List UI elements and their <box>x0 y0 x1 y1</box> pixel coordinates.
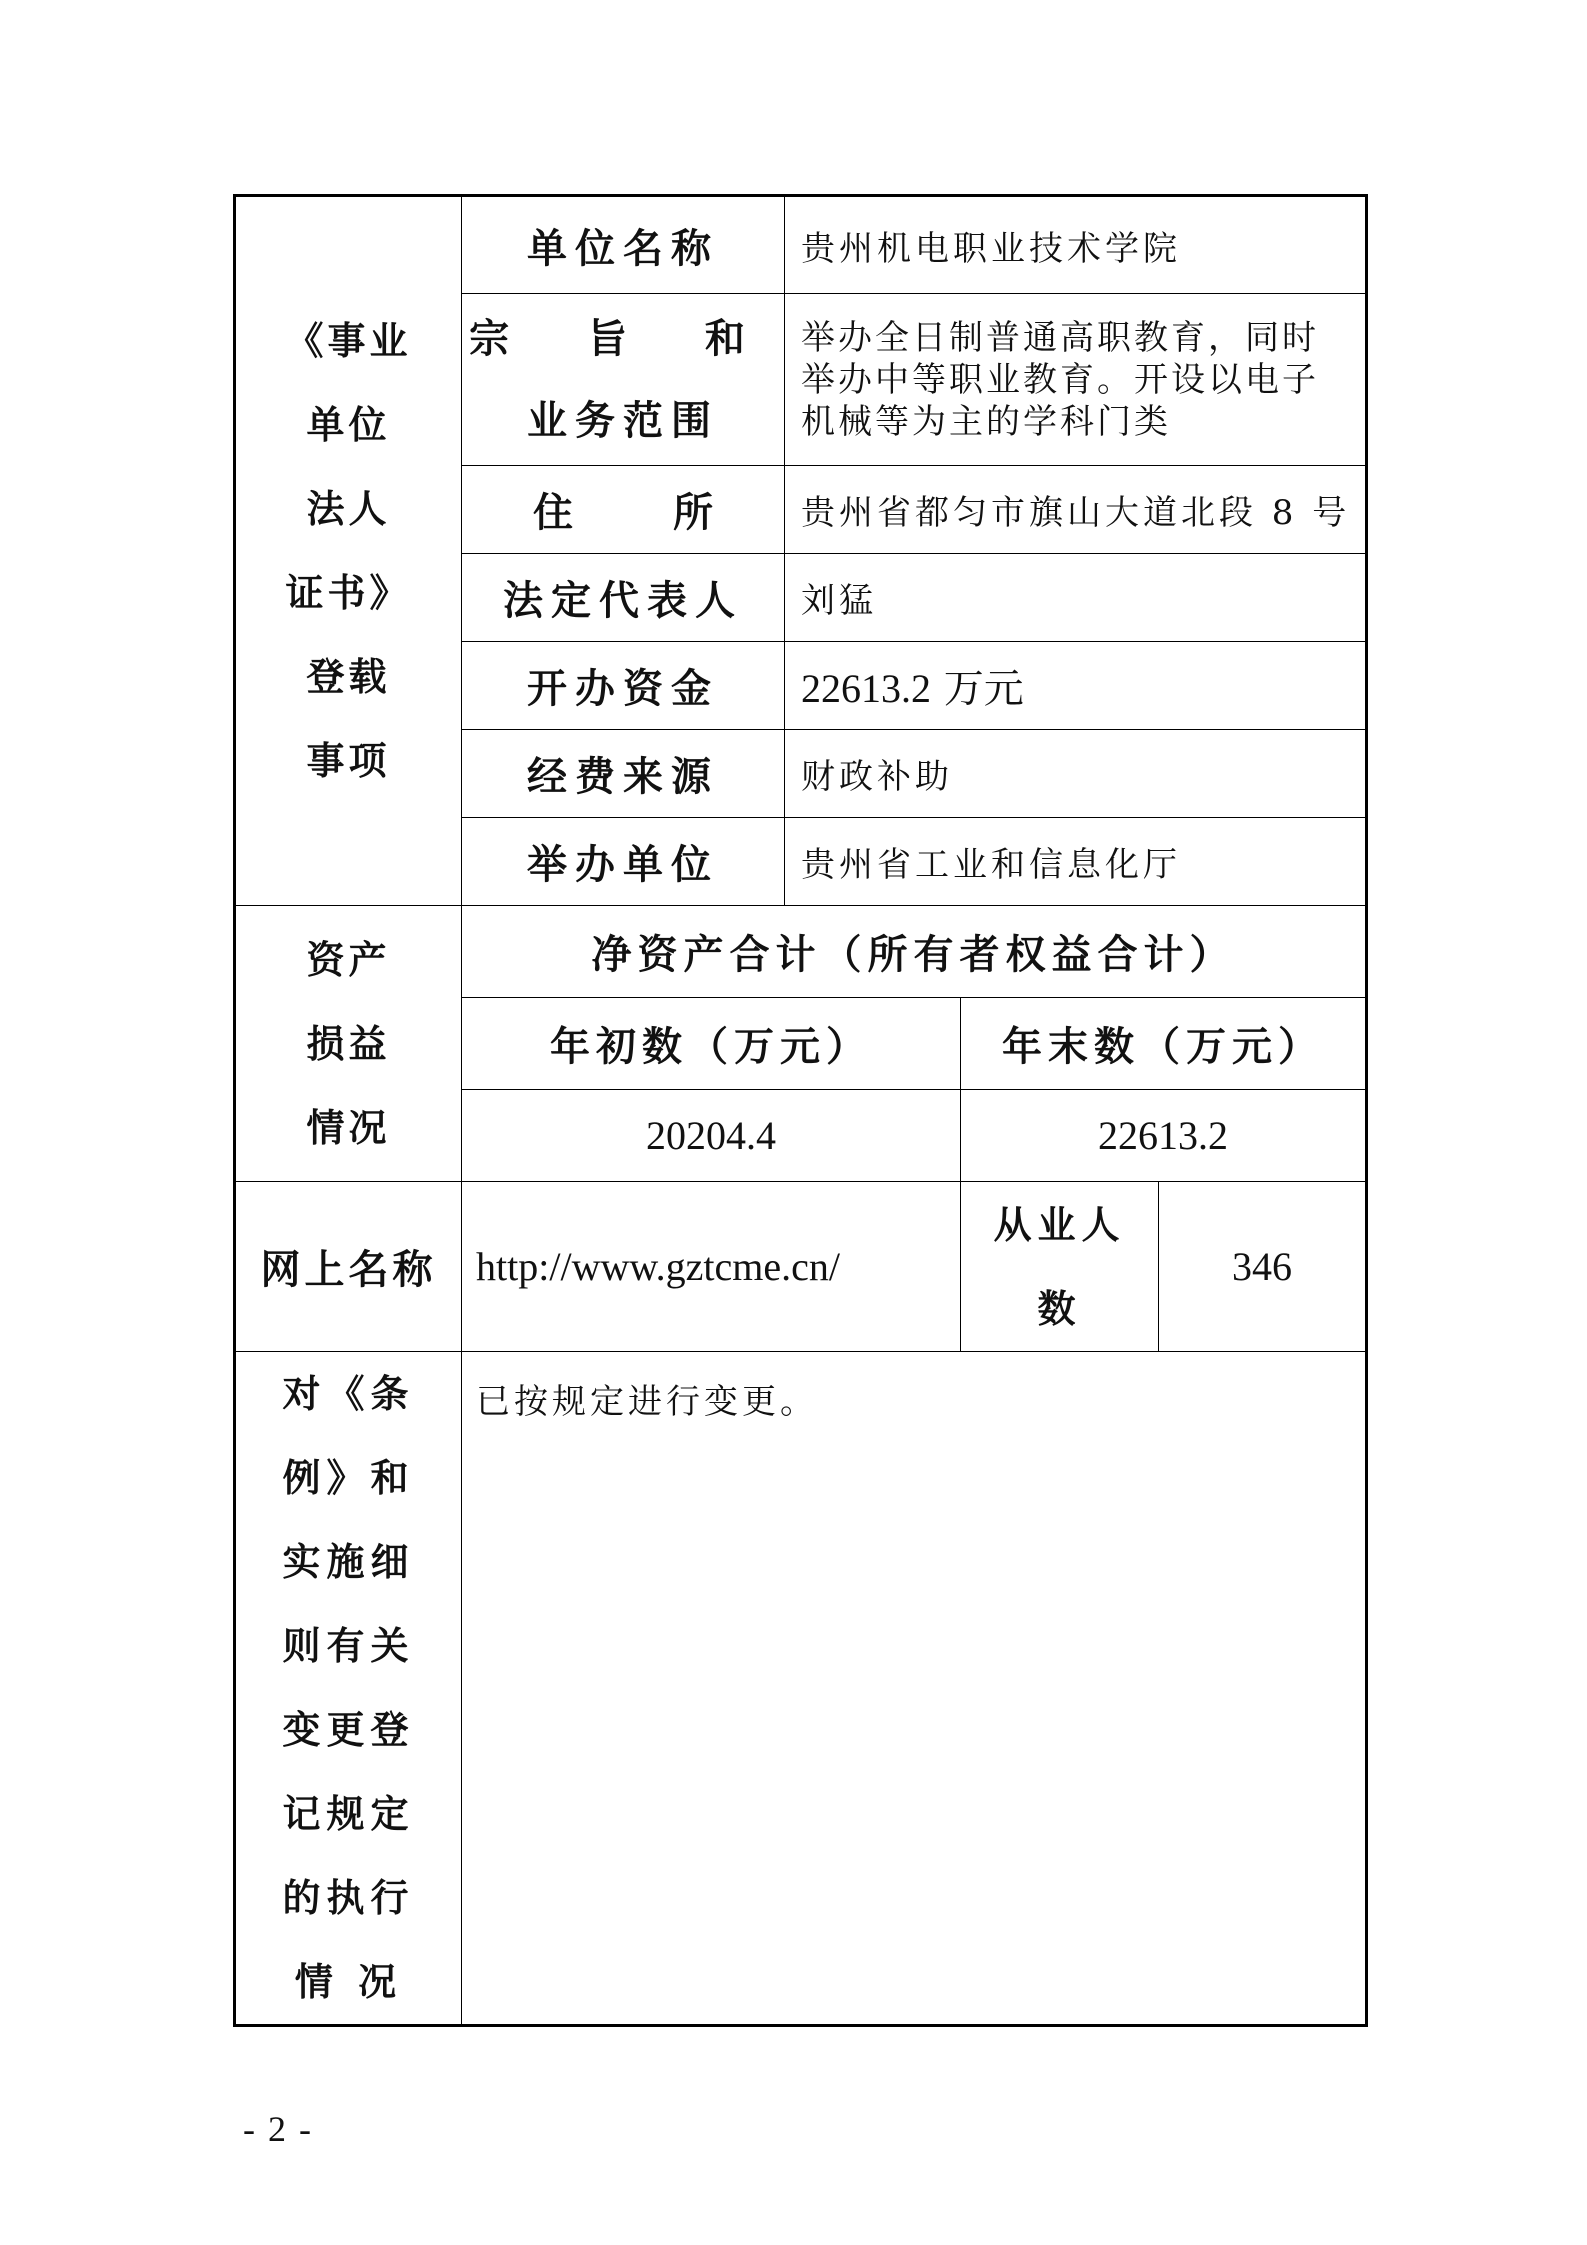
registration-form-table <box>233 194 1368 2027</box>
capital-value <box>785 642 1367 730</box>
compliance-section-label: 对《条 例》和 实施细 则有关 变更登 记规定 的执行 情 况 <box>235 1352 462 2026</box>
capital-label: 开办资金 <box>462 642 785 730</box>
assets-section-label: 资产 损益 情况 <box>235 906 462 1182</box>
sponsor-value: 贵州省工业和信息化厅 <box>785 818 1367 906</box>
employees-value: 346 <box>1159 1182 1367 1352</box>
funding-source-value: 财政补助 <box>785 730 1367 818</box>
unit-name-value: 贵州机电职业技术学院 <box>785 196 1367 294</box>
purpose-scope-label: 宗 旨 和 业务范围 <box>462 294 785 466</box>
capital-amount: 22613.2 <box>801 666 931 711</box>
compliance-value: 已按规定进行变更。 <box>462 1352 1367 2026</box>
net-assets-header: 净资产合计（所有者权益合计） <box>462 906 1367 998</box>
legal-rep-value: 刘猛 <box>785 554 1367 642</box>
registration-section-label: 《事业 单位 法人 证书》 登载 事项 <box>235 196 462 906</box>
address-label: 住 所 <box>462 466 785 554</box>
employees-label: 从业人 数 <box>961 1182 1159 1352</box>
end-of-year-value: 22613.2 <box>961 1090 1367 1182</box>
address-value: 贵州省都匀市旗山大道北段 8 号 <box>785 466 1367 554</box>
row-online <box>235 1182 1367 1352</box>
sponsor-label: 举办单位 <box>462 818 785 906</box>
funding-source-label: 经费来源 <box>462 730 785 818</box>
row-compliance <box>235 1352 1367 2026</box>
row-unit-name <box>235 196 1367 294</box>
online-url: http://www.gztcme.cn/ <box>462 1182 961 1352</box>
online-name-label: 网上名称 <box>235 1182 462 1352</box>
page-number: - 2 - <box>243 2109 313 2149</box>
start-of-year-value: 20204.4 <box>462 1090 961 1182</box>
capital-unit: 万元 <box>931 666 1024 712</box>
unit-name-label: 单位名称 <box>462 196 785 294</box>
row-assets-header <box>235 906 1367 998</box>
legal-rep-label: 法定代表人 <box>462 554 785 642</box>
purpose-scope-value: 举办全日制普通高职教育，同时举办中等职业教育。开设以电子机械等为主的学科门类 <box>785 294 1367 466</box>
start-of-year-label: 年初数（万元） <box>462 998 961 1090</box>
end-of-year-label: 年末数（万元） <box>961 998 1367 1090</box>
